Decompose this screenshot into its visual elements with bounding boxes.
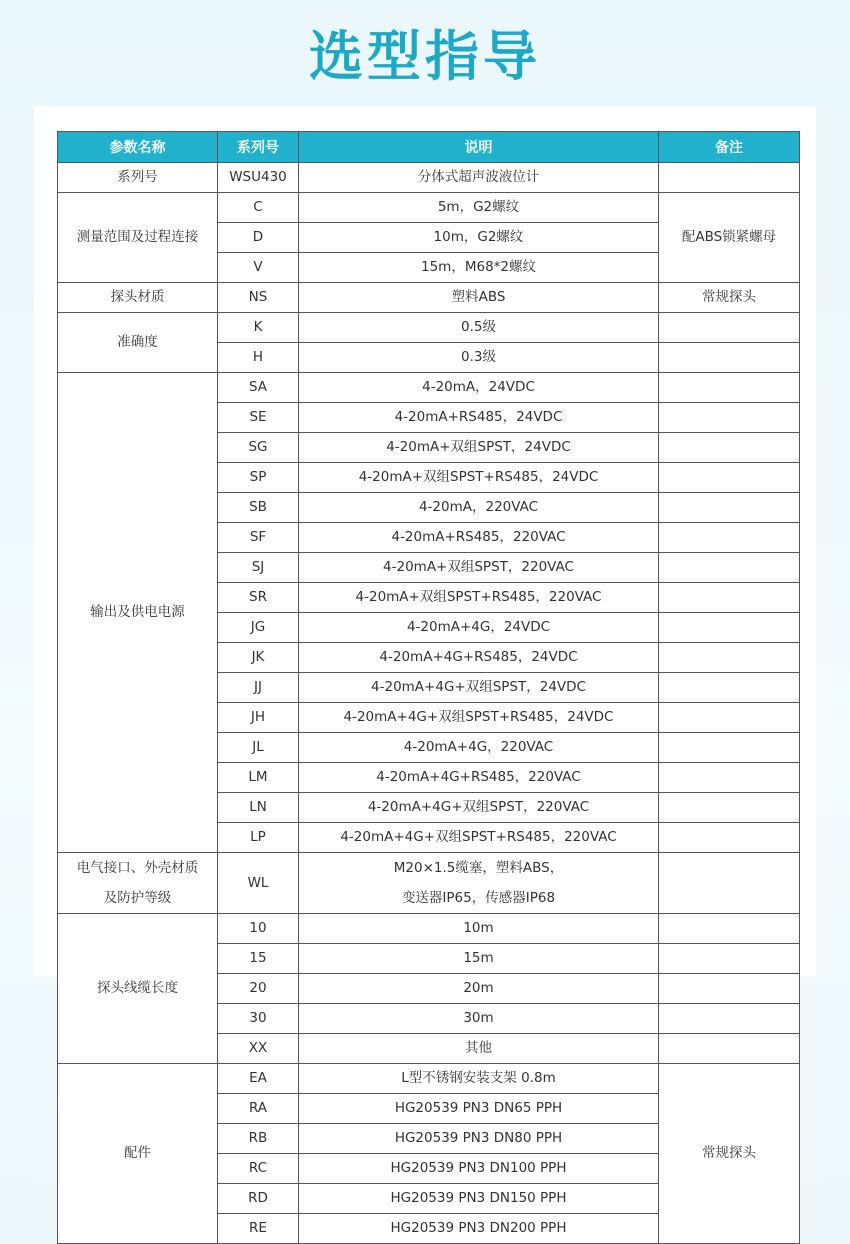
description-cell: 塑料ABS bbox=[299, 283, 659, 313]
description-cell: HG20539 PN3 DN65 PPH bbox=[299, 1094, 659, 1124]
remark-cell bbox=[659, 343, 800, 373]
description-cell: 4-20mA+4G+RS485，24VDC bbox=[299, 643, 659, 673]
series-code-cell: D bbox=[218, 223, 299, 253]
remark-cell bbox=[659, 463, 800, 493]
remark-cell bbox=[659, 433, 800, 463]
series-code-cell: 20 bbox=[218, 974, 299, 1004]
param-name-cell bbox=[58, 313, 218, 373]
remark-cell bbox=[659, 823, 800, 853]
description-cell: 15m bbox=[299, 944, 659, 974]
description-cell: 5m，G2螺纹 bbox=[299, 193, 659, 223]
series-code-cell: LN bbox=[218, 793, 299, 823]
description-cell bbox=[299, 853, 659, 914]
description-cell: 4-20mA+4G+RS485，220VAC bbox=[299, 763, 659, 793]
description-cell: HG20539 PN3 DN100 PPH bbox=[299, 1154, 659, 1184]
remark-cell: 常规探头 bbox=[659, 1064, 800, 1244]
param-name-cell bbox=[58, 283, 218, 313]
param-name-cell bbox=[58, 193, 218, 283]
series-code-cell: RD bbox=[218, 1184, 299, 1214]
param-name-cell bbox=[58, 373, 218, 853]
series-code-cell: RB bbox=[218, 1124, 299, 1154]
table-row bbox=[58, 193, 800, 223]
description-cell: HG20539 PN3 DN80 PPH bbox=[299, 1124, 659, 1154]
description-cell: 分体式超声波液位计 bbox=[299, 163, 659, 193]
series-code-cell: V bbox=[218, 253, 299, 283]
table-row bbox=[58, 283, 800, 313]
remark-cell bbox=[659, 493, 800, 523]
series-code-cell: SA bbox=[218, 373, 299, 403]
param-name-cell bbox=[58, 914, 218, 1064]
description-cell: HG20539 PN3 DN150 PPH bbox=[299, 1184, 659, 1214]
series-code-cell: WSU430 bbox=[218, 163, 299, 193]
param-name-line: 准确度 bbox=[117, 334, 158, 350]
description-cell: 4-20mA+4G+双组SPST+RS485，24VDC bbox=[299, 703, 659, 733]
description-cell: 10m bbox=[299, 914, 659, 944]
description-cell: 4-20mA+4G+双组SPST，24VDC bbox=[299, 673, 659, 703]
param-name-line: 探头线缆长度 bbox=[97, 980, 178, 996]
series-code-cell: SB bbox=[218, 493, 299, 523]
series-code-cell: SR bbox=[218, 583, 299, 613]
description-cell: 4-20mA+RS485，24VDC bbox=[299, 403, 659, 433]
description-line: 变送器IP65，传感器IP68 bbox=[401, 890, 556, 906]
series-code-cell: SP bbox=[218, 463, 299, 493]
header-param-name: 参数名称 bbox=[58, 132, 218, 163]
table-header-row bbox=[58, 132, 800, 163]
description-cell: 4-20mA，24VDC bbox=[299, 373, 659, 403]
remark-cell bbox=[659, 673, 800, 703]
series-code-cell: NS bbox=[218, 283, 299, 313]
description-cell: 4-20mA+双组SPST，24VDC bbox=[299, 433, 659, 463]
page-title: 选型指导 bbox=[309, 25, 541, 88]
table-row bbox=[58, 1064, 800, 1094]
remark-cell bbox=[659, 553, 800, 583]
series-code-cell: SG bbox=[218, 433, 299, 463]
series-code-cell: LM bbox=[218, 763, 299, 793]
series-code-cell: JG bbox=[218, 613, 299, 643]
description-cell: 4-20mA+双组SPST+RS485，220VAC bbox=[299, 583, 659, 613]
series-code-cell: SE bbox=[218, 403, 299, 433]
remark-cell bbox=[659, 914, 800, 944]
description-cell: 0.5级 bbox=[299, 313, 659, 343]
series-code-cell: 30 bbox=[218, 1004, 299, 1034]
param-name-line: 电气接口、外壳材质 bbox=[76, 860, 199, 876]
series-code-cell: H bbox=[218, 343, 299, 373]
table-row bbox=[58, 313, 800, 343]
selection-table bbox=[57, 131, 800, 1244]
series-code-cell: WL bbox=[218, 853, 299, 914]
remark-cell bbox=[659, 853, 800, 914]
description-cell: 4-20mA+双组SPST+RS485，24VDC bbox=[299, 463, 659, 493]
remark-cell bbox=[659, 523, 800, 553]
description-cell: 其他 bbox=[299, 1034, 659, 1064]
remark-cell bbox=[659, 944, 800, 974]
remark-cell bbox=[659, 1034, 800, 1064]
description-cell: 10m，G2螺纹 bbox=[299, 223, 659, 253]
table-row bbox=[58, 853, 800, 914]
param-name-line: 系列号 bbox=[117, 169, 158, 185]
series-code-cell: SF bbox=[218, 523, 299, 553]
remark-cell bbox=[659, 613, 800, 643]
param-name-line: 配件 bbox=[124, 1145, 151, 1161]
description-cell: 0.3级 bbox=[299, 343, 659, 373]
remark-cell bbox=[659, 163, 800, 193]
series-code-cell: JK bbox=[218, 643, 299, 673]
remark-cell: 配ABS锁紧螺母 bbox=[659, 193, 800, 283]
description-cell: 4-20mA，220VAC bbox=[299, 493, 659, 523]
description-cell: 4-20mA+4G+双组SPST，220VAC bbox=[299, 793, 659, 823]
remark-cell bbox=[659, 403, 800, 433]
description-cell: 4-20mA+4G，24VDC bbox=[299, 613, 659, 643]
description-cell: 4-20mA+4G+双组SPST+RS485，220VAC bbox=[299, 823, 659, 853]
description-cell: 4-20mA+4G，220VAC bbox=[299, 733, 659, 763]
series-code-cell: RE bbox=[218, 1214, 299, 1244]
remark-cell: 常规探头 bbox=[659, 283, 800, 313]
series-code-cell: RC bbox=[218, 1154, 299, 1184]
description-line: M20×1.5缆塞，塑料ABS， bbox=[393, 860, 564, 876]
header-series-code: 系列号 bbox=[218, 132, 299, 163]
remark-cell bbox=[659, 643, 800, 673]
series-code-cell: LP bbox=[218, 823, 299, 853]
series-code-cell: JJ bbox=[218, 673, 299, 703]
remark-cell bbox=[659, 583, 800, 613]
param-name-cell bbox=[58, 163, 218, 193]
series-code-cell: XX bbox=[218, 1034, 299, 1064]
series-code-cell: 15 bbox=[218, 944, 299, 974]
description-cell: HG20539 PN3 DN200 PPH bbox=[299, 1214, 659, 1244]
series-code-cell: JH bbox=[218, 703, 299, 733]
remark-cell bbox=[659, 313, 800, 343]
series-code-cell: RA bbox=[218, 1094, 299, 1124]
series-code-cell: 10 bbox=[218, 914, 299, 944]
remark-cell bbox=[659, 793, 800, 823]
param-name-cell bbox=[58, 1064, 218, 1244]
param-name-line: 输出及供电电源 bbox=[90, 604, 185, 620]
description-cell: 4-20mA+RS485，220VAC bbox=[299, 523, 659, 553]
remark-cell bbox=[659, 763, 800, 793]
remark-cell bbox=[659, 373, 800, 403]
table-row bbox=[58, 373, 800, 403]
series-code-cell: K bbox=[218, 313, 299, 343]
description-cell: 4-20mA+双组SPST，220VAC bbox=[299, 553, 659, 583]
header-remark: 备注 bbox=[659, 132, 800, 163]
remark-cell bbox=[659, 1004, 800, 1034]
description-cell: 30m bbox=[299, 1004, 659, 1034]
table-row bbox=[58, 163, 800, 193]
remark-cell bbox=[659, 703, 800, 733]
table-row bbox=[58, 914, 800, 944]
series-code-cell: JL bbox=[218, 733, 299, 763]
header-description: 说明 bbox=[299, 132, 659, 163]
param-name-cell bbox=[58, 853, 218, 914]
param-name-line: 探头材质 bbox=[110, 289, 165, 305]
param-name-line: 测量范围及过程连接 bbox=[76, 229, 199, 245]
series-code-cell: SJ bbox=[218, 553, 299, 583]
description-cell: 15m，M68*2螺纹 bbox=[299, 253, 659, 283]
param-name-line: 及防护等级 bbox=[103, 890, 172, 906]
series-code-cell: EA bbox=[218, 1064, 299, 1094]
description-cell: 20m bbox=[299, 974, 659, 1004]
remark-cell bbox=[659, 733, 800, 763]
remark-cell bbox=[659, 974, 800, 1004]
series-code-cell: C bbox=[218, 193, 299, 223]
description-cell: L型不锈钢安装支架 0.8m bbox=[299, 1064, 659, 1094]
